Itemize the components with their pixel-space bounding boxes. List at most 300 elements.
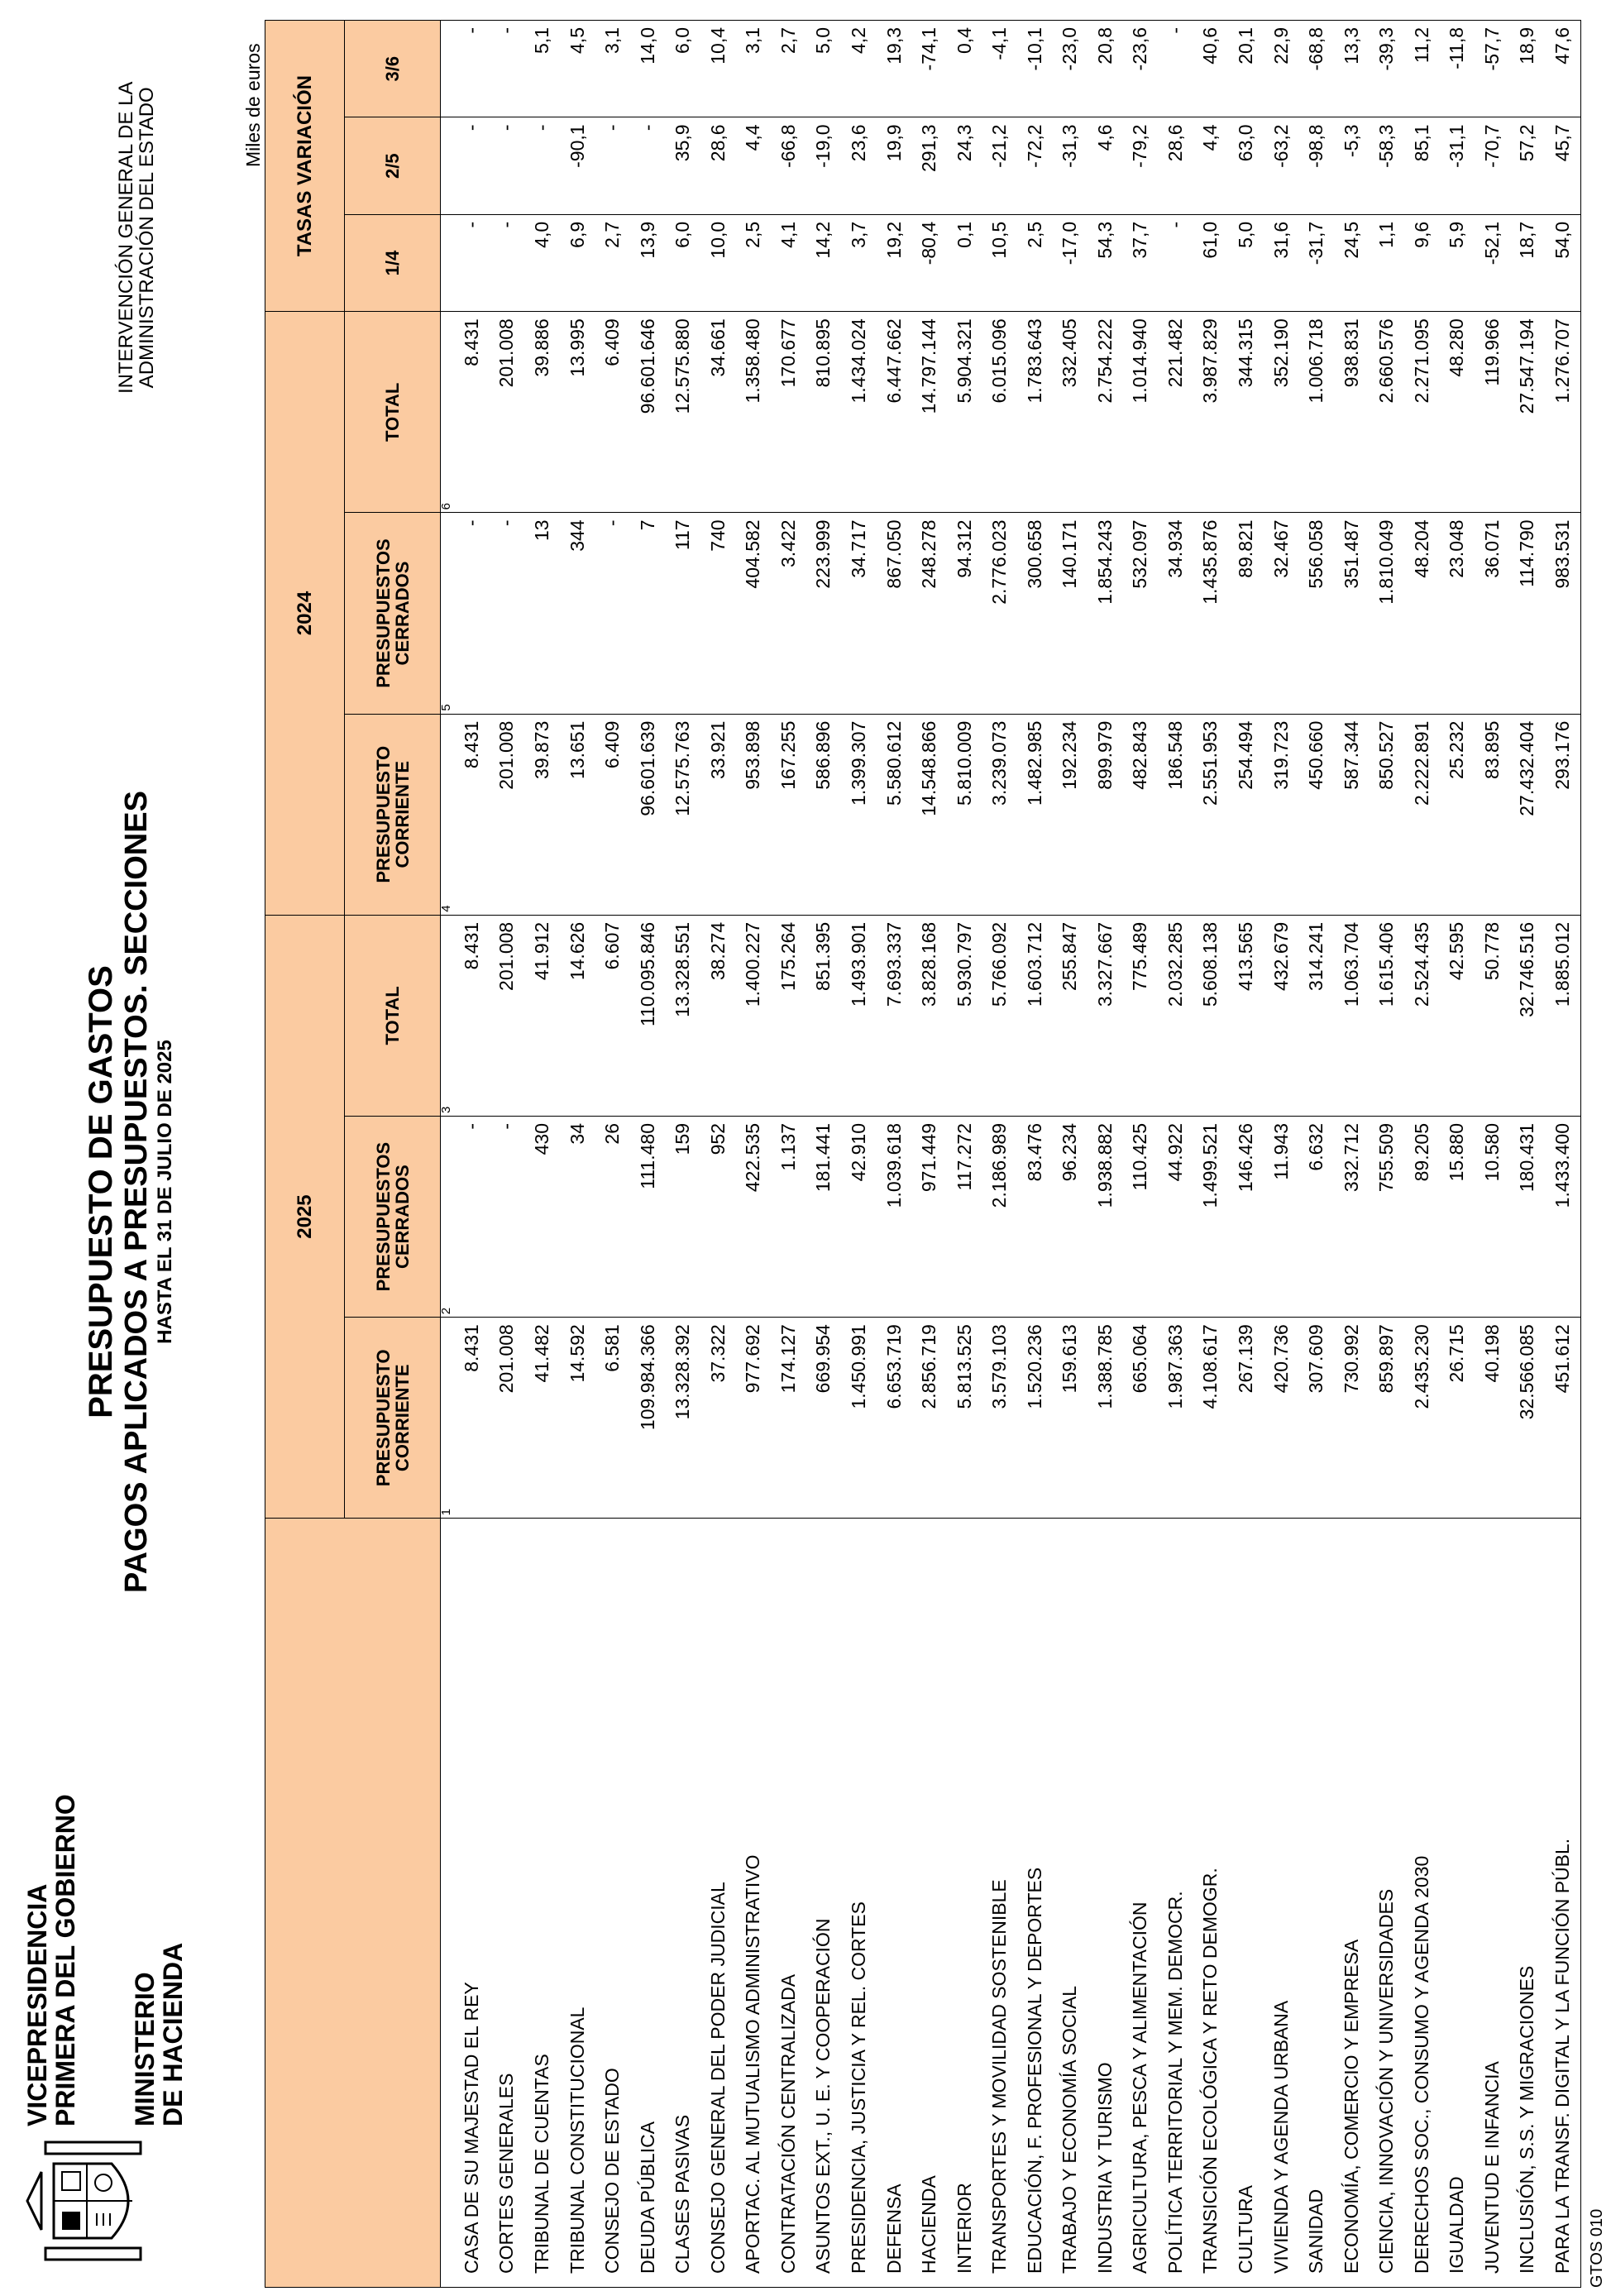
cell-2025-total: 432.679 bbox=[1264, 915, 1299, 1116]
cell-2024-corriente: 201.008 bbox=[490, 714, 525, 915]
cell-rate-3-6: 4,5 bbox=[560, 21, 595, 117]
cell-2025-total: 42.595 bbox=[1439, 915, 1475, 1116]
col-2024-corriente: PRESUPUESTO CORRIENTE bbox=[345, 714, 441, 915]
cell-rate-2-5: -31,1 bbox=[1439, 117, 1475, 214]
cell-rate-2-5: 4,6 bbox=[1088, 117, 1123, 214]
table-row bbox=[736, 21, 772, 2288]
cell-2025-total: 851.395 bbox=[806, 915, 842, 1116]
cell-2025-cerrados: 83.476 bbox=[1017, 1117, 1053, 1318]
cell-2025-cerrados: 146.426 bbox=[1228, 1117, 1264, 1318]
cell-rate-2-5: 28,6 bbox=[700, 117, 736, 214]
cell-rate-3-6: 11,2 bbox=[1404, 21, 1440, 117]
cell-2024-corriente: 83.895 bbox=[1475, 714, 1510, 915]
cell-rate-1-4: -80,4 bbox=[911, 214, 947, 311]
cell-2024-cerrados: 94.312 bbox=[947, 513, 982, 714]
cell-rate-1-4: 54,3 bbox=[1088, 214, 1123, 311]
cell-2024-total: 1.434.024 bbox=[841, 312, 877, 513]
cell-rate-2-5: -31,3 bbox=[1052, 117, 1088, 214]
table-row bbox=[1404, 21, 1440, 2288]
cell-2025-corriente: 201.008 bbox=[490, 1318, 525, 1519]
row-section-name: CONSEJO DE ESTADO bbox=[595, 1519, 630, 2288]
cell-2024-cerrados: 983.531 bbox=[1545, 513, 1580, 714]
col-rate-1-4: 1/4 bbox=[345, 214, 441, 311]
cell-2025-total: 7.693.337 bbox=[877, 915, 912, 1116]
table-row bbox=[1123, 21, 1159, 2288]
cell-2025-cerrados: 971.449 bbox=[911, 1117, 947, 1318]
cell-2024-total: 5.904.321 bbox=[947, 312, 982, 513]
table-row bbox=[1298, 21, 1334, 2288]
cell-2025-cerrados: 1.137 bbox=[771, 1117, 806, 1318]
cell-rate-2-5: 28,6 bbox=[1158, 117, 1193, 214]
cell-2024-total: 6.409 bbox=[595, 312, 630, 513]
cell-2024-cerrados: 300.658 bbox=[1017, 513, 1053, 714]
cell-rate-3-6: - bbox=[1158, 21, 1193, 117]
cell-2025-total: 413.565 bbox=[1228, 915, 1264, 1116]
cell-rate-1-4: - bbox=[454, 214, 490, 311]
cell-rate-3-6: 40,6 bbox=[1193, 21, 1229, 117]
cell-2025-total: 175.264 bbox=[771, 915, 806, 1116]
row-section-name: JUVENTUD E INFANCIA bbox=[1475, 1519, 1510, 2288]
cell-rate-3-6: 22,9 bbox=[1264, 21, 1299, 117]
table-row bbox=[665, 21, 700, 2288]
cell-rate-2-5: -58,3 bbox=[1369, 117, 1404, 214]
cell-rate-1-4: 61,0 bbox=[1193, 214, 1229, 311]
cell-rate-1-4: -31,7 bbox=[1298, 214, 1334, 311]
row-section-name: ECONOMÍA, COMERCIO Y EMPRESA bbox=[1334, 1519, 1370, 2288]
table-row bbox=[454, 21, 490, 2288]
cell-2024-corriente: 1.399.307 bbox=[841, 714, 877, 915]
row-section-name: TRANSICIÓN ECOLÓGICA Y RETO DEMOGR. bbox=[1193, 1519, 1229, 2288]
cell-2025-total: 1.603.712 bbox=[1017, 915, 1053, 1116]
cell-2025-cerrados: 26 bbox=[595, 1117, 630, 1318]
index-cell bbox=[441, 21, 455, 117]
cell-rate-1-4: 1,1 bbox=[1369, 214, 1404, 311]
cell-2024-cerrados: 556.058 bbox=[1298, 513, 1334, 714]
cell-2025-corriente: 2.435.230 bbox=[1404, 1318, 1440, 1519]
col-rate-3-6: 3/6 bbox=[345, 21, 441, 117]
cell-rate-1-4: 2,5 bbox=[736, 214, 772, 311]
table-row bbox=[560, 21, 595, 2288]
table-row bbox=[877, 21, 912, 2288]
table-row bbox=[595, 21, 630, 2288]
cell-2024-total: 8.431 bbox=[454, 312, 490, 513]
cell-2025-corriente: 14.592 bbox=[560, 1318, 595, 1519]
cell-rate-1-4: 10,0 bbox=[700, 214, 736, 311]
cell-2024-cerrados: 34.717 bbox=[841, 513, 877, 714]
cell-rate-1-4: 6,0 bbox=[665, 214, 700, 311]
cell-2025-cerrados: 159 bbox=[665, 1117, 700, 1318]
cell-rate-1-4: 54,0 bbox=[1545, 214, 1580, 311]
cell-2025-corriente: 6.653.719 bbox=[877, 1318, 912, 1519]
cell-2024-corriente: 293.176 bbox=[1545, 714, 1580, 915]
cell-2024-corriente: 482.843 bbox=[1123, 714, 1159, 915]
cell-rate-1-4: 2,7 bbox=[595, 214, 630, 311]
cell-2025-cerrados: 952 bbox=[700, 1117, 736, 1318]
cell-2024-corriente: 27.432.404 bbox=[1510, 714, 1546, 915]
row-section-name: CIENCIA, INNOVACIÓN Y UNIVERSIDADES bbox=[1369, 1519, 1404, 2288]
cell-2024-cerrados: 404.582 bbox=[736, 513, 772, 714]
cell-rate-2-5: - bbox=[630, 117, 666, 214]
cell-2024-corriente: 33.921 bbox=[700, 714, 736, 915]
cell-2025-corriente: 26.715 bbox=[1439, 1318, 1475, 1519]
cell-2024-cerrados: 13 bbox=[524, 513, 560, 714]
cell-2025-total: 5.766.092 bbox=[982, 915, 1017, 1116]
cell-2024-cerrados: 2.776.023 bbox=[982, 513, 1017, 714]
cell-rate-3-6: 10,4 bbox=[700, 21, 736, 117]
cell-2024-cerrados: 34.934 bbox=[1158, 513, 1193, 714]
cell-2024-corriente: 186.548 bbox=[1158, 714, 1193, 915]
cell-2024-corriente: 5.580.612 bbox=[877, 714, 912, 915]
cell-rate-1-4: 10,5 bbox=[982, 214, 1017, 311]
cell-2024-total: 2.754.222 bbox=[1088, 312, 1123, 513]
cell-2024-cerrados: 532.097 bbox=[1123, 513, 1159, 714]
cell-2024-corriente: 13.651 bbox=[560, 714, 595, 915]
cell-rate-2-5: 24,3 bbox=[947, 117, 982, 214]
cell-rate-2-5: - bbox=[524, 117, 560, 214]
cell-2024-total: 48.280 bbox=[1439, 312, 1475, 513]
units-label: Miles de euros bbox=[242, 43, 264, 167]
cell-rate-2-5: 63,0 bbox=[1228, 117, 1264, 214]
row-section-name: TRABAJO Y ECONOMÍA SOCIAL bbox=[1052, 1519, 1088, 2288]
cell-rate-3-6: 4,2 bbox=[841, 21, 877, 117]
cell-2025-corriente: 1.987.363 bbox=[1158, 1318, 1193, 1519]
cell-2024-total: 344.315 bbox=[1228, 312, 1264, 513]
table-row bbox=[1264, 21, 1299, 2288]
cell-rate-2-5: - bbox=[454, 117, 490, 214]
cell-2024-cerrados: 351.487 bbox=[1334, 513, 1370, 714]
cell-rate-2-5: - bbox=[595, 117, 630, 214]
table-row bbox=[1439, 21, 1475, 2288]
cell-2024-total: 2.660.576 bbox=[1369, 312, 1404, 513]
cell-2024-total: 96.601.646 bbox=[630, 312, 666, 513]
cell-2024-corriente: 14.548.866 bbox=[911, 714, 947, 915]
cell-2025-total: 1.400.227 bbox=[736, 915, 772, 1116]
cell-rate-2-5: -19,0 bbox=[806, 117, 842, 214]
header-blank-cell bbox=[265, 1519, 441, 2288]
org-line1: VICEPRESIDENCIA bbox=[22, 1883, 52, 2126]
index-cell bbox=[441, 117, 455, 214]
cell-2025-corriente: 665.064 bbox=[1123, 1318, 1159, 1519]
cell-2025-corriente: 1.450.991 bbox=[841, 1318, 877, 1519]
expenditure-table bbox=[265, 20, 1581, 2288]
cell-2024-corriente: 899.979 bbox=[1088, 714, 1123, 915]
row-section-name: POLÍTICA TERRITORIAL Y MEM. DEMOCR. bbox=[1158, 1519, 1193, 2288]
cell-rate-3-6: -4,1 bbox=[982, 21, 1017, 117]
cell-2025-cerrados: 1.039.618 bbox=[877, 1117, 912, 1318]
cell-rate-1-4: 37,7 bbox=[1123, 214, 1159, 311]
cell-rate-2-5: 85,1 bbox=[1404, 117, 1440, 214]
cell-2024-total: 14.797.144 bbox=[911, 312, 947, 513]
cell-rate-1-4: 14,2 bbox=[806, 214, 842, 311]
cell-rate-1-4: -52,1 bbox=[1475, 214, 1510, 311]
cell-2024-corriente: 3.239.073 bbox=[982, 714, 1017, 915]
row-section-name: CLASES PASIVAS bbox=[665, 1519, 700, 2288]
cell-rate-3-6: 13,3 bbox=[1334, 21, 1370, 117]
cell-rate-3-6: -39,3 bbox=[1369, 21, 1404, 117]
cell-2025-total: 314.241 bbox=[1298, 915, 1334, 1116]
table-row bbox=[630, 21, 666, 2288]
row-section-name: TRANSPORTES Y MOVILIDAD SOSTENIBLE bbox=[982, 1519, 1017, 2288]
cell-2025-cerrados: 117.272 bbox=[947, 1117, 982, 1318]
cell-2025-corriente: 977.692 bbox=[736, 1318, 772, 1519]
cell-2024-cerrados: 89.821 bbox=[1228, 513, 1264, 714]
cell-rate-1-4: - bbox=[490, 214, 525, 311]
cell-2025-corriente: 8.431 bbox=[454, 1318, 490, 1519]
cell-2024-total: 1.358.480 bbox=[736, 312, 772, 513]
cell-2024-cerrados: 1.854.243 bbox=[1088, 513, 1123, 714]
table-row bbox=[490, 21, 525, 2288]
table-row bbox=[1369, 21, 1404, 2288]
cell-2025-cerrados: 34 bbox=[560, 1117, 595, 1318]
cell-2025-total: 14.626 bbox=[560, 915, 595, 1116]
cell-2024-cerrados: 223.999 bbox=[806, 513, 842, 714]
cell-2025-cerrados: 755.509 bbox=[1369, 1117, 1404, 1318]
cell-2024-cerrados: 114.790 bbox=[1510, 513, 1546, 714]
cell-rate-1-4: 4,0 bbox=[524, 214, 560, 311]
cell-2025-total: 5.608.138 bbox=[1193, 915, 1229, 1116]
cell-rate-3-6: 3,1 bbox=[595, 21, 630, 117]
cell-rate-2-5: - bbox=[490, 117, 525, 214]
cell-2024-corriente: 1.482.985 bbox=[1017, 714, 1053, 915]
cell-2025-corriente: 669.954 bbox=[806, 1318, 842, 1519]
cell-2025-total: 110.095.846 bbox=[630, 915, 666, 1116]
cell-2024-total: 34.661 bbox=[700, 312, 736, 513]
index-cell bbox=[441, 214, 455, 311]
cell-2025-total: 38.274 bbox=[700, 915, 736, 1116]
cell-2025-cerrados: 10.580 bbox=[1475, 1117, 1510, 1318]
cell-2024-corriente: 587.344 bbox=[1334, 714, 1370, 915]
col-2025-total: TOTAL bbox=[345, 915, 441, 1116]
cell-rate-3-6: -68,8 bbox=[1298, 21, 1334, 117]
cell-2024-total: 170.677 bbox=[771, 312, 806, 513]
cell-2024-cerrados: - bbox=[490, 513, 525, 714]
cell-rate-1-4: 24,5 bbox=[1334, 214, 1370, 311]
cell-2024-total: 27.547.194 bbox=[1510, 312, 1546, 513]
cell-rate-3-6: 20,8 bbox=[1088, 21, 1123, 117]
subtitle: PAGOS APLICADOS A PRESUPUESTOS. SECCIONES bbox=[119, 791, 154, 1593]
cell-2024-corriente: 39.873 bbox=[524, 714, 560, 915]
row-section-name: INDUSTRIA Y TURISMO bbox=[1088, 1519, 1123, 2288]
cell-rate-1-4: - bbox=[1158, 214, 1193, 311]
cell-rate-2-5: 57,2 bbox=[1510, 117, 1546, 214]
org-line2: PRIMERA DEL GOBIERNO bbox=[50, 1794, 80, 2126]
cell-2025-cerrados: 11.943 bbox=[1264, 1117, 1299, 1318]
table-row bbox=[1228, 21, 1264, 2288]
cell-2024-total: 119.966 bbox=[1475, 312, 1510, 513]
coat-of-arms-icon bbox=[21, 2106, 153, 2263]
cell-2025-cerrados: 1.938.882 bbox=[1088, 1117, 1123, 1318]
cell-rate-3-6: 6,0 bbox=[665, 21, 700, 117]
row-section-name: CONSEJO GENERAL DEL PODER JUDICIAL bbox=[700, 1519, 736, 2288]
cell-2024-corriente: 2.222.891 bbox=[1404, 714, 1440, 915]
cell-rate-1-4: 9,6 bbox=[1404, 214, 1440, 311]
cell-rate-3-6: - bbox=[454, 21, 490, 117]
cell-2025-corriente: 174.127 bbox=[771, 1318, 806, 1519]
cell-2024-total: 1.783.643 bbox=[1017, 312, 1053, 513]
index-cell: 5 bbox=[441, 513, 455, 714]
cell-2025-corriente: 159.613 bbox=[1052, 1318, 1088, 1519]
cell-2025-corriente: 40.198 bbox=[1475, 1318, 1510, 1519]
cell-rate-1-4: 4,1 bbox=[771, 214, 806, 311]
cell-2024-total: 332.405 bbox=[1052, 312, 1088, 513]
cell-rate-3-6: -11,8 bbox=[1439, 21, 1475, 117]
cell-2025-corriente: 307.609 bbox=[1298, 1318, 1334, 1519]
table-row bbox=[1475, 21, 1510, 2288]
index-cell: 2 bbox=[441, 1117, 455, 1318]
cell-2024-total: 201.008 bbox=[490, 312, 525, 513]
cell-2024-total: 12.575.880 bbox=[665, 312, 700, 513]
cell-rate-3-6: -57,7 bbox=[1475, 21, 1510, 117]
row-section-name: CORTES GENERALES bbox=[490, 1519, 525, 2288]
row-section-name: DEFENSA bbox=[877, 1519, 912, 2288]
cell-2025-total: 3.327.667 bbox=[1088, 915, 1123, 1116]
cell-2025-total: 1.615.406 bbox=[1369, 915, 1404, 1116]
col-rate-2-5: 2/5 bbox=[345, 117, 441, 214]
cell-rate-1-4: 0,1 bbox=[947, 214, 982, 311]
cell-2025-cerrados: 96.234 bbox=[1052, 1117, 1088, 1318]
cell-2025-corriente: 267.139 bbox=[1228, 1318, 1264, 1519]
cell-2025-total: 2.524.435 bbox=[1404, 915, 1440, 1116]
cell-rate-3-6: -23,0 bbox=[1052, 21, 1088, 117]
col-2024-cerrados: PRESUPUESTOS CERRADOS bbox=[345, 513, 441, 714]
cell-2025-cerrados: 430 bbox=[524, 1117, 560, 1318]
cell-2024-cerrados: 23.048 bbox=[1439, 513, 1475, 714]
cell-2024-total: 6.015.096 bbox=[982, 312, 1017, 513]
cell-2025-cerrados: 180.431 bbox=[1510, 1117, 1546, 1318]
cell-2024-cerrados: 344 bbox=[560, 513, 595, 714]
cell-2024-corriente: 5.810.009 bbox=[947, 714, 982, 915]
cell-2024-total: 39.886 bbox=[524, 312, 560, 513]
cell-2025-corriente: 41.482 bbox=[524, 1318, 560, 1519]
cell-2024-cerrados: 3.422 bbox=[771, 513, 806, 714]
cell-2024-total: 6.447.662 bbox=[877, 312, 912, 513]
cell-rate-2-5: -98,8 bbox=[1298, 117, 1334, 214]
cell-rate-1-4: 13,9 bbox=[630, 214, 666, 311]
cell-rate-3-6: 19,3 bbox=[877, 21, 912, 117]
agency-line1: INTERVENCIÓN GENERAL DE LA bbox=[115, 81, 137, 394]
cell-rate-2-5: 291,3 bbox=[911, 117, 947, 214]
cell-rate-3-6: 14,0 bbox=[630, 21, 666, 117]
cell-rate-2-5: 35,9 bbox=[665, 117, 700, 214]
cell-rate-2-5: -79,2 bbox=[1123, 117, 1159, 214]
table-row bbox=[1017, 21, 1053, 2288]
cell-2024-total: 2.271.095 bbox=[1404, 312, 1440, 513]
cell-rate-2-5: -70,7 bbox=[1475, 117, 1510, 214]
cell-2025-cerrados: 110.425 bbox=[1123, 1117, 1159, 1318]
cell-2024-cerrados: 32.467 bbox=[1264, 513, 1299, 714]
cell-rate-2-5: 4,4 bbox=[1193, 117, 1229, 214]
cell-2025-total: 8.431 bbox=[454, 915, 490, 1116]
cell-rate-3-6: 47,6 bbox=[1545, 21, 1580, 117]
cell-2024-corriente: 6.409 bbox=[595, 714, 630, 915]
cell-2025-cerrados: 1.433.400 bbox=[1545, 1117, 1580, 1318]
cell-2024-corriente: 192.234 bbox=[1052, 714, 1088, 915]
cell-rate-2-5: -72,2 bbox=[1017, 117, 1053, 214]
cell-rate-1-4: 5,9 bbox=[1439, 214, 1475, 311]
col-2025-corriente: PRESUPUESTO CORRIENTE bbox=[345, 1318, 441, 1519]
cell-rate-3-6: -23,6 bbox=[1123, 21, 1159, 117]
cell-2024-corriente: 2.551.953 bbox=[1193, 714, 1229, 915]
cell-2024-cerrados: 248.278 bbox=[911, 513, 947, 714]
table-row bbox=[700, 21, 736, 2288]
row-section-name: PARA LA TRANSF. DIGITAL Y LA FUNCIÓN PÚBL. bbox=[1545, 1519, 1580, 2288]
cell-2025-corriente: 451.612 bbox=[1545, 1318, 1580, 1519]
cell-rate-1-4: 6,9 bbox=[560, 214, 595, 311]
title: PRESUPUESTO DE GASTOS bbox=[83, 965, 119, 1418]
cell-2025-corriente: 6.581 bbox=[595, 1318, 630, 1519]
table-row bbox=[1193, 21, 1229, 2288]
cell-2024-corriente: 8.431 bbox=[454, 714, 490, 915]
table-row bbox=[524, 21, 560, 2288]
cell-2025-total: 41.912 bbox=[524, 915, 560, 1116]
cell-2025-total: 2.032.285 bbox=[1158, 915, 1193, 1116]
cell-2025-cerrados: 89.205 bbox=[1404, 1117, 1440, 1318]
cell-2024-cerrados: 48.204 bbox=[1404, 513, 1440, 714]
table-row bbox=[1052, 21, 1088, 2288]
cell-2024-total: 1.014.940 bbox=[1123, 312, 1159, 513]
cell-2025-total: 13.328.551 bbox=[665, 915, 700, 1116]
cell-rate-3-6: 18,9 bbox=[1510, 21, 1546, 117]
cell-2025-corriente: 1.520.236 bbox=[1017, 1318, 1053, 1519]
row-section-name: IGUALDAD bbox=[1439, 1519, 1475, 2288]
date-line: HASTA EL 31 DE JULIO DE 2025 bbox=[154, 1040, 176, 1344]
cell-2025-cerrados: - bbox=[490, 1117, 525, 1318]
index-cell: 1 bbox=[441, 1318, 455, 1519]
cell-2025-total: 1.493.901 bbox=[841, 915, 877, 1116]
cell-2025-cerrados: 6.632 bbox=[1298, 1117, 1334, 1318]
cell-2024-cerrados: 140.171 bbox=[1052, 513, 1088, 714]
cell-rate-1-4: 19,2 bbox=[877, 214, 912, 311]
cell-2024-total: 1.006.718 bbox=[1298, 312, 1334, 513]
cell-2025-cerrados: 42.910 bbox=[841, 1117, 877, 1318]
cell-rate-3-6: - bbox=[490, 21, 525, 117]
table-row bbox=[1088, 21, 1123, 2288]
index-cell: 4 bbox=[441, 714, 455, 915]
cell-rate-1-4: 31,6 bbox=[1264, 214, 1299, 311]
cell-2025-corriente: 13.328.392 bbox=[665, 1318, 700, 1519]
ministry-line2: DE HACIENDA bbox=[158, 1942, 188, 2126]
row-section-name: HACIENDA bbox=[911, 1519, 947, 2288]
cell-2025-cerrados: 422.535 bbox=[736, 1117, 772, 1318]
table-row bbox=[841, 21, 877, 2288]
cell-2025-corriente: 730.992 bbox=[1334, 1318, 1370, 1519]
col-2024-total: TOTAL bbox=[345, 312, 441, 513]
cell-2025-cerrados: 15.880 bbox=[1439, 1117, 1475, 1318]
cell-2025-total: 201.008 bbox=[490, 915, 525, 1116]
table-row bbox=[1510, 21, 1546, 2288]
cell-rate-1-4: 5,0 bbox=[1228, 214, 1264, 311]
cell-2024-cerrados: 740 bbox=[700, 513, 736, 714]
cell-2024-total: 1.276.707 bbox=[1545, 312, 1580, 513]
group-2025: 2025 bbox=[265, 915, 345, 1519]
index-cell bbox=[441, 1519, 455, 2288]
table-row bbox=[911, 21, 947, 2288]
cell-2024-corriente: 586.896 bbox=[806, 714, 842, 915]
cell-2025-total: 255.847 bbox=[1052, 915, 1088, 1116]
cell-2025-cerrados: 2.186.989 bbox=[982, 1117, 1017, 1318]
cell-2025-corriente: 4.108.617 bbox=[1193, 1318, 1229, 1519]
row-section-name: DEUDA PÚBLICA bbox=[630, 1519, 666, 2288]
document-code: GTOS 010 bbox=[1588, 2208, 1606, 2288]
cell-2024-cerrados: 7 bbox=[630, 513, 666, 714]
cell-rate-3-6: 0,4 bbox=[947, 21, 982, 117]
ministry-line1: MINISTERIO bbox=[130, 1972, 160, 2126]
cell-rate-2-5: 4,4 bbox=[736, 117, 772, 214]
table-row bbox=[1158, 21, 1193, 2288]
row-section-name: TRIBUNAL DE CUENTAS bbox=[524, 1519, 560, 2288]
table-row bbox=[806, 21, 842, 2288]
cell-rate-2-5: 45,7 bbox=[1545, 117, 1580, 214]
